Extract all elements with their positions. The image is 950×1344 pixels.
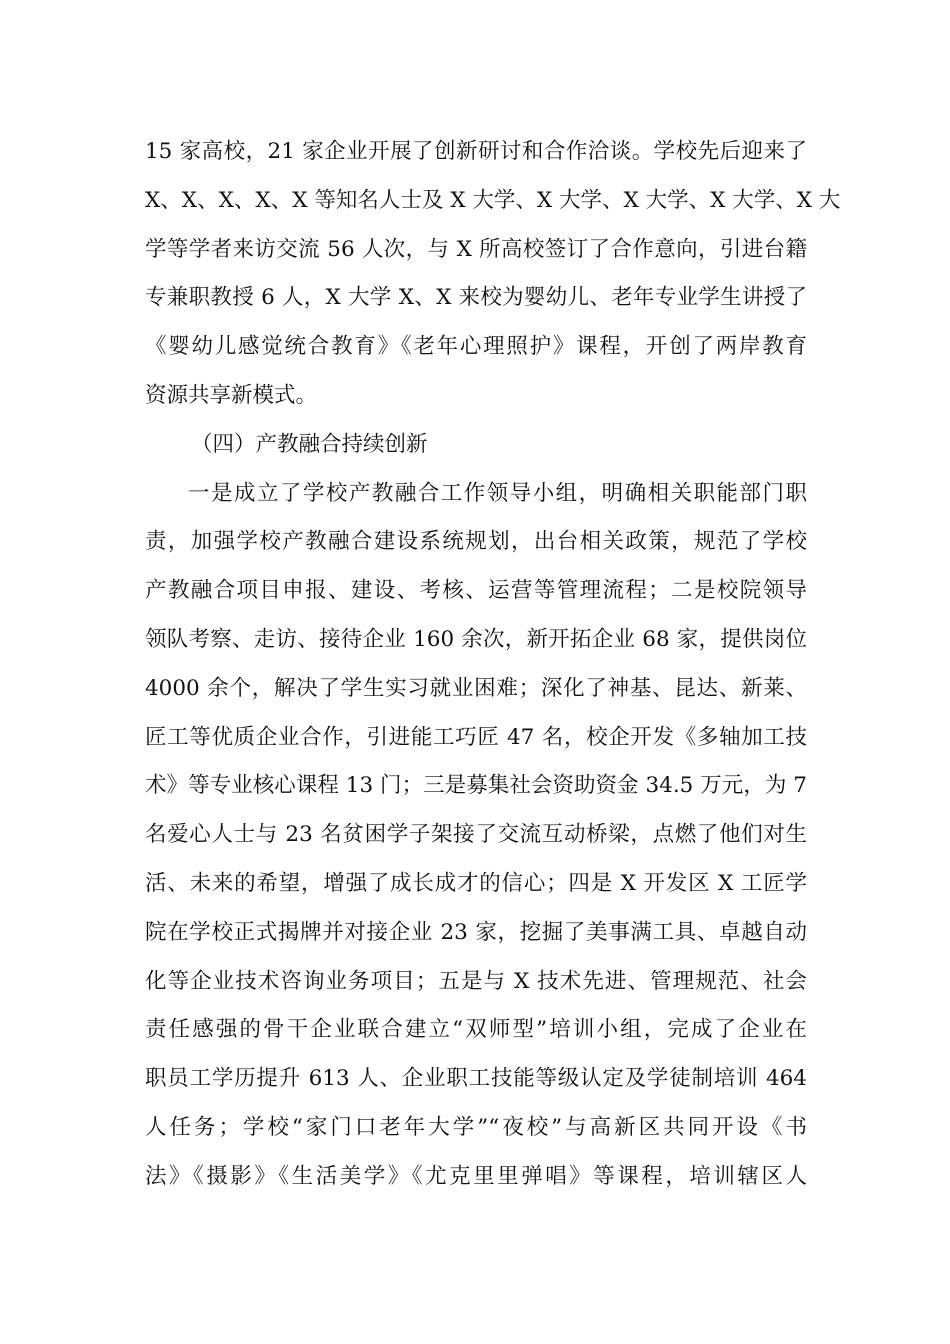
paragraph-line: 一是成立了学校产教融合工作领导小组，明确相关职能部门职 [188, 480, 807, 506]
paragraph-line: 专兼职教授 6 人，X 大学 X、X 来校为婴幼儿、老年专业学生讲授了 [145, 285, 807, 311]
paragraph-line: 名爱心人士与 23 名贫困学子架接了交流互动桥梁，点燃了他们对生 [145, 822, 807, 848]
paragraph-line: 法》《摄影》《生活美学》《尤克里里弹唱》等课程，培训辖区人 [145, 1163, 807, 1189]
paragraph-line: 学等学者来访交流 56 人次，与 X 所高校签订了合作意向，引进台籍 [145, 236, 807, 262]
paragraph-line: 15 家高校，21 家企业开展了创新研讨和合作洽谈。学校先后迎来了 [145, 139, 807, 164]
paragraph-line: 术》等专业核心课程 13 门；三是募集社会资助资金 34.5 万元，为 7 [145, 773, 807, 799]
paragraph-line: 院在学校正式揭牌并对接企业 23 家，挖掘了美事满工具、卓越自动 [145, 919, 807, 945]
paragraph-line: 化等企业技术咨询业务项目；五是与 X 技术先进、管理规范、社会 [145, 968, 807, 994]
paragraph-line: 领队考察、走访、接待企业 160 余次，新开拓企业 68 家，提供岗位 [145, 626, 807, 652]
paragraph-line: 责任感强的骨干企业联合建立“双师型”培训小组，完成了企业在 [145, 1017, 807, 1043]
paragraph-line: X、X、X、X、X 等知名人士及 X 大学、X 大学、X 大学、X 大学、X 大 [145, 187, 841, 213]
paragraph-line: 资源共享新模式。 [145, 382, 318, 408]
paragraph-line: 产教融合项目申报、建设、考核、运营等管理流程；二是校院领导 [145, 578, 807, 604]
body-text [145, 128, 841, 1202]
paragraph-line: 4000 余个，解决了学生实习就业困难；深化了神基、昆达、新莱、 [145, 675, 807, 701]
section-heading: （四）产教融合持续创新 [191, 431, 428, 457]
paragraph-line: 活、未来的希望，增强了成长成才的信心；四是 X 开发区 X 工匠学 [145, 870, 807, 896]
paragraph-line: 职员工学历提升 613 人、企业职工技能等级认定及学徒制培训 464 [145, 1066, 807, 1092]
paragraph-line: 责，加强学校产教融合建设系统规划，出台相关政策，规范了学校 [145, 529, 807, 555]
paragraph-line: 人任务；学校“家门口老年大学”“夜校”与高新区共同开设《书 [145, 1114, 807, 1140]
paragraph-line: 匠工等优质企业合作，引进能工巧匠 47 名，校企开发《多轴加工技 [145, 724, 807, 750]
paragraph-line: 《婴幼儿感觉统合教育》《老年心理照护》课程，开创了两岸教育 [145, 334, 807, 360]
